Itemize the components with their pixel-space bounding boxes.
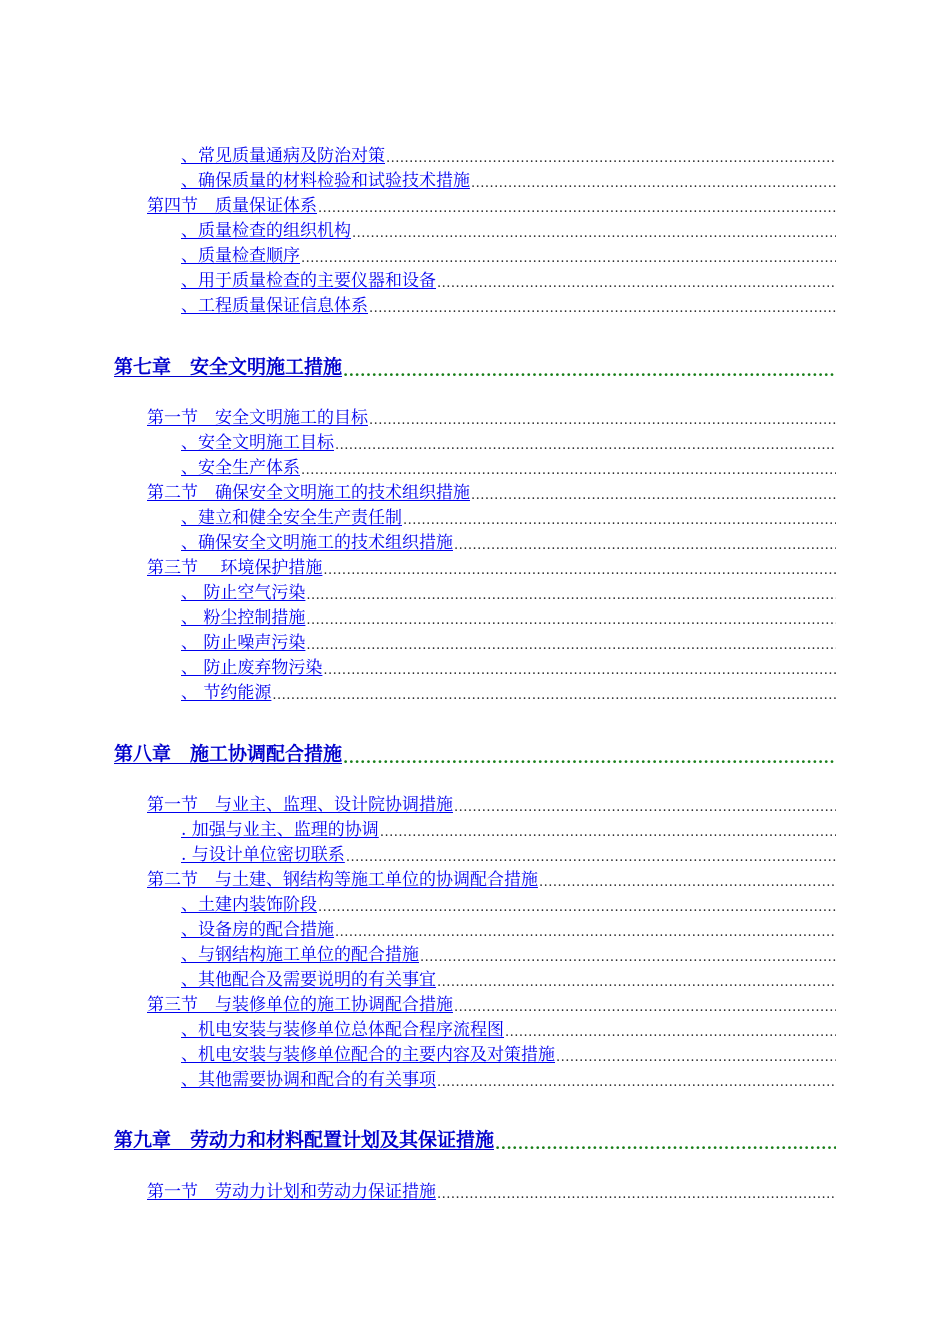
toc-chapter-entry[interactable] — [114, 1128, 836, 1152]
toc-entry-label: 第二节 确保安全文明施工的技术组织措施 — [147, 483, 470, 503]
toc-dot-leader — [380, 826, 836, 840]
toc-subsection-entry[interactable] — [181, 507, 836, 528]
toc-entry-label: 第三节 与装修单位的施工协调配合措施 — [147, 995, 453, 1015]
toc-dot-leader — [346, 851, 836, 865]
toc-dot-leader — [306, 589, 836, 603]
toc-entry-label: 、 防止空气污染 — [181, 583, 306, 603]
toc-dot-leader — [437, 976, 836, 990]
toc-entry-label: 第八章 施工协调配合措施 — [114, 743, 343, 765]
toc-entry-label: 、 防止废弃物污染 — [181, 658, 323, 678]
toc-section-entry[interactable] — [147, 195, 836, 216]
toc-entry-label: 、其他配合及需要说明的有关事宜 — [181, 970, 436, 990]
toc-entry-label: 、常见质量通病及防治对策 — [181, 146, 385, 166]
toc-entry-label: 第二节 与土建、钢结构等施工单位的协调配合措施 — [147, 870, 538, 890]
toc-dot-leader — [343, 363, 836, 379]
toc-dot-leader — [343, 750, 836, 766]
toc-subsection-entry[interactable] — [181, 969, 836, 990]
toc-dot-leader — [403, 514, 836, 528]
toc-dot-leader — [306, 639, 836, 653]
toc-subsection-entry[interactable] — [181, 220, 836, 241]
toc-subsection-entry[interactable] — [181, 295, 836, 316]
toc-entry-label: 、与钢结构施工单位的配合措施 — [181, 945, 419, 965]
toc-dot-leader — [369, 302, 836, 316]
toc-subsection-entry[interactable] — [181, 657, 836, 678]
toc-dot-leader — [323, 564, 836, 578]
toc-entry-label: 第一节 劳动力计划和劳动力保证措施 — [147, 1182, 436, 1202]
toc-dot-leader — [272, 689, 836, 703]
toc-subsection-entry[interactable] — [181, 1069, 836, 1090]
toc-subsection-entry[interactable] — [181, 532, 836, 553]
toc-entry-label: 、机电安装与装修单位总体配合程序流程图 — [181, 1020, 504, 1040]
toc-entry-label: 、其他需要协调和配合的有关事项 — [181, 1070, 436, 1090]
toc-section-entry[interactable] — [147, 407, 836, 428]
toc-subsection-entry[interactable] — [181, 1019, 836, 1040]
toc-entry-label: 、安全生产体系 — [181, 458, 300, 478]
toc-dot-leader — [386, 152, 836, 166]
toc-dot-leader — [454, 539, 836, 553]
toc-subsection-entry[interactable] — [181, 844, 836, 865]
toc-dot-leader — [323, 664, 836, 678]
toc-dot-leader — [352, 227, 836, 241]
toc-entry-label: 、 节约能源 — [181, 683, 272, 703]
toc-subsection-entry[interactable] — [181, 245, 836, 266]
toc-entry-label: . 加强与业主、监理的协调 — [181, 820, 379, 840]
toc-dot-leader — [454, 801, 836, 815]
toc-section-entry[interactable] — [147, 557, 836, 578]
toc-entry-label: 第一节 安全文明施工的目标 — [147, 408, 368, 428]
toc-dot-leader — [454, 1001, 836, 1015]
toc-entry-label: 、设备房的配合措施 — [181, 920, 334, 940]
toc-entry-label: 、机电安装与装修单位配合的主要内容及对策措施 — [181, 1045, 555, 1065]
toc-subsection-entry[interactable] — [181, 145, 836, 166]
toc-subsection-entry[interactable] — [181, 170, 836, 191]
toc-dot-leader — [301, 464, 836, 478]
toc-dot-leader — [556, 1051, 836, 1065]
toc-dot-leader — [539, 876, 836, 890]
toc-entry-label: 第一节 与业主、监理、设计院协调措施 — [147, 795, 453, 815]
toc-subsection-entry[interactable] — [181, 432, 836, 453]
toc-dot-leader — [335, 439, 836, 453]
toc-subsection-entry[interactable] — [181, 1044, 836, 1065]
toc-entry-label: 、 粉尘控制措施 — [181, 608, 306, 628]
toc-entry-label: 、确保安全文明施工的技术组织措施 — [181, 533, 453, 553]
toc-subsection-entry[interactable] — [181, 682, 836, 703]
toc-section-entry[interactable] — [147, 1181, 836, 1202]
toc-subsection-entry[interactable] — [181, 270, 836, 291]
toc-section-entry[interactable] — [147, 794, 836, 815]
toc-dot-leader — [471, 177, 836, 191]
toc-dot-leader — [335, 926, 836, 940]
toc-subsection-entry[interactable] — [181, 894, 836, 915]
toc-entry-label: 第三节 环境保护措施 — [147, 558, 323, 578]
toc-dot-leader — [437, 1188, 836, 1202]
toc-section-entry[interactable] — [147, 482, 836, 503]
toc-subsection-entry[interactable] — [181, 919, 836, 940]
toc-entry-label: 、建立和健全安全生产责任制 — [181, 508, 402, 528]
toc-subsection-entry[interactable] — [181, 457, 836, 478]
toc-chapter-entry[interactable] — [114, 355, 836, 379]
toc-entry-label: 、工程质量保证信息体系 — [181, 296, 368, 316]
toc-entry-label: 第七章 安全文明施工措施 — [114, 356, 343, 378]
toc-dot-leader — [495, 1136, 836, 1152]
toc-dot-leader — [471, 489, 836, 503]
toc-subsection-entry[interactable] — [181, 607, 836, 628]
toc-dot-leader — [318, 901, 836, 915]
toc-entry-label: 、用于质量检查的主要仪器和设备 — [181, 271, 436, 291]
toc-entry-label: . 与设计单位密切联系 — [181, 845, 345, 865]
toc-section-entry[interactable] — [147, 869, 836, 890]
toc-entry-label: 、 防止噪声污染 — [181, 633, 306, 653]
toc-entry-label: 、质量检查的组织机构 — [181, 221, 351, 241]
toc-entry-label: 、土建内装饰阶段 — [181, 895, 317, 915]
toc-section-entry[interactable] — [147, 994, 836, 1015]
toc-subsection-entry[interactable] — [181, 582, 836, 603]
toc-entry-label: 、确保质量的材料检验和试验技术措施 — [181, 171, 470, 191]
toc-subsection-entry[interactable] — [181, 944, 836, 965]
toc-entry-label: 第九章 劳动力和材料配置计划及其保证措施 — [114, 1129, 495, 1151]
toc-subsection-entry[interactable] — [181, 819, 836, 840]
toc-dot-leader — [437, 1076, 836, 1090]
toc-dot-leader — [420, 951, 836, 965]
toc-entry-label: 第四节 质量保证体系 — [147, 196, 317, 216]
toc-subsection-entry[interactable] — [181, 632, 836, 653]
toc-entry-label: 、安全文明施工目标 — [181, 433, 334, 453]
toc-dot-leader — [505, 1026, 836, 1040]
toc-dot-leader — [318, 202, 836, 216]
toc-dot-leader — [437, 277, 836, 291]
toc-dot-leader — [369, 414, 836, 428]
toc-dot-leader — [306, 614, 836, 628]
toc-entry-label: 、质量检查顺序 — [181, 246, 300, 266]
toc-dot-leader — [301, 252, 836, 266]
toc-chapter-entry[interactable] — [114, 742, 836, 766]
